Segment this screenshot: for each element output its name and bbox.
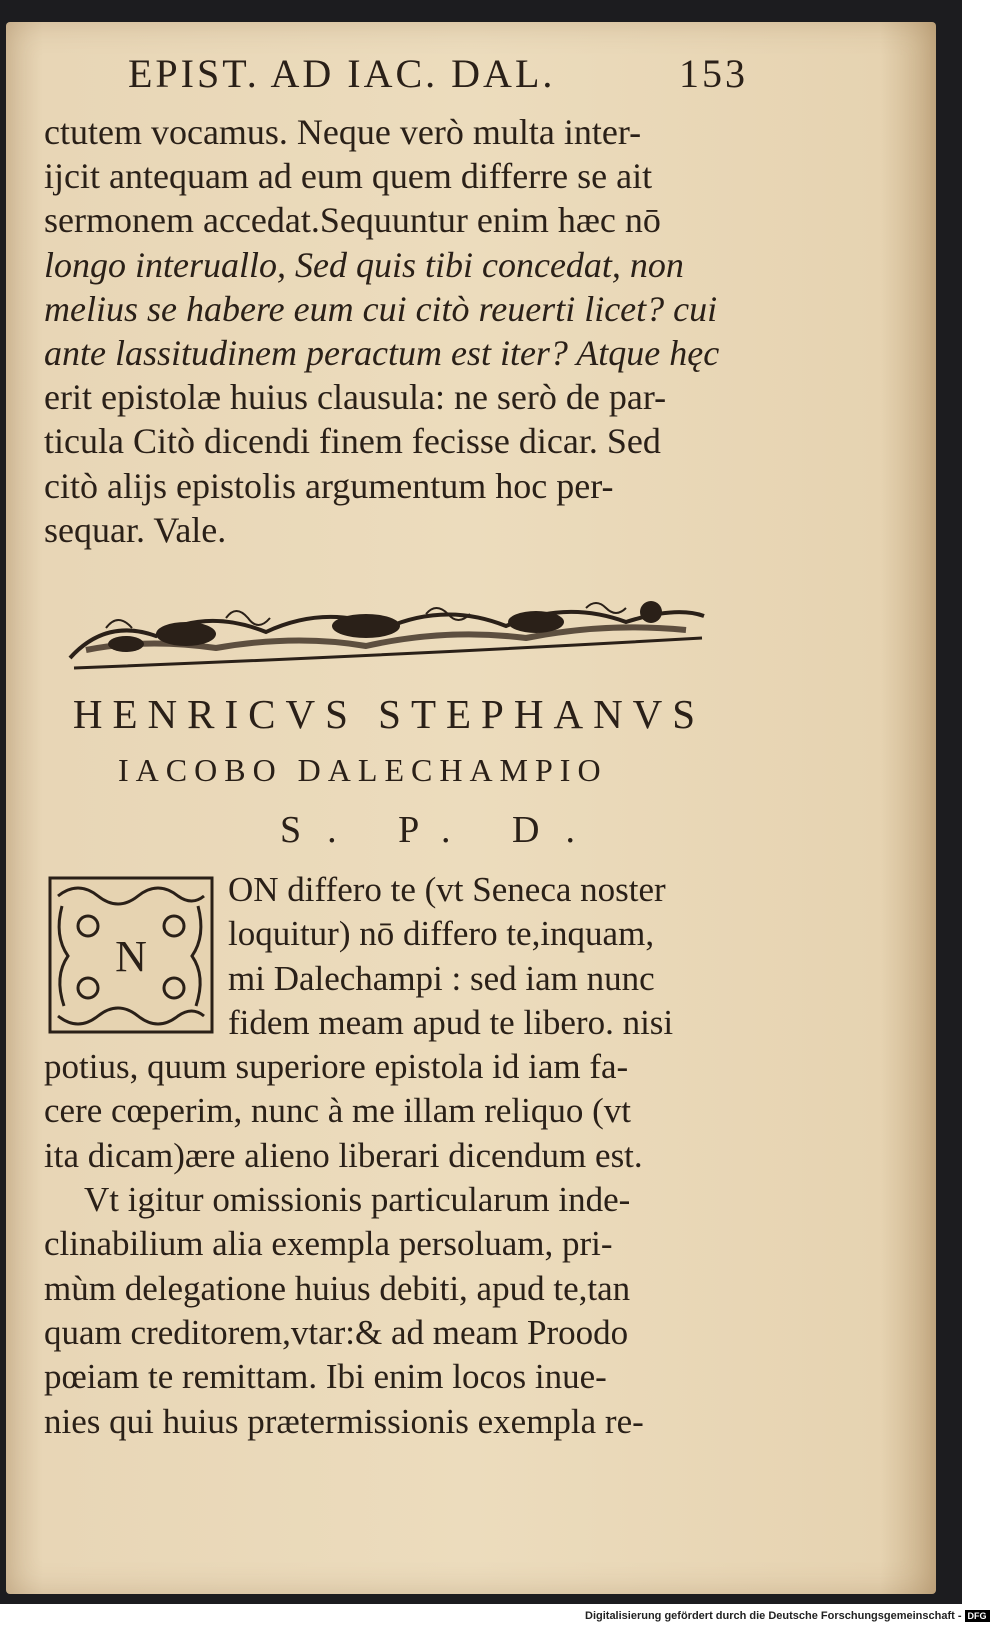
text-line: Vt igitur omissionis particularum inde- — [84, 1180, 631, 1220]
letter-title-main: HENRICVS STEPHANVS — [72, 691, 706, 737]
running-header — [128, 50, 748, 97]
text-line: melius se habere eum cui citò reuerti licet? cui — [44, 288, 718, 329]
text-line: longo interuallo, Sed quis tibi concedat, non — [44, 244, 684, 285]
text-line: mùm delegatione huius debiti, apud te,tan — [44, 1268, 631, 1308]
text-line: ijcit antequam ad eum quem differre se ait — [44, 156, 653, 197]
initial-letter: N — [115, 932, 147, 981]
letter-title-sub: IACOBO DALECHAMPIO — [118, 752, 608, 788]
text-line: ante lassitudinem peractum est iter? Atque hęc — [44, 333, 720, 374]
text-line: sequar. Vale. — [44, 509, 227, 550]
text-line: citò alijs epistolis argumentum hoc per- — [44, 465, 614, 506]
text-line: sermonem accedat.Sequuntur enim hæc nō — [44, 200, 661, 241]
text-line: cere cœperim, nunc à me illam reliquo (vt — [44, 1091, 631, 1131]
letter-body — [44, 868, 744, 1444]
digitization-credit — [585, 1610, 995, 1622]
decorative-headpiece-ornament — [66, 598, 708, 676]
text-line: ita dicam)ære alieno liberari dicendum est. — [44, 1135, 643, 1175]
text-line: fidem meam apud te libero. nisi — [228, 1002, 674, 1042]
credit-text: Digitalisierung gefördert durch die Deutsche Forschungsgemeinschaft - — [585, 1610, 962, 1622]
text-line: ctutem vocamus. Neque verò multa inter- — [44, 112, 642, 152]
page-number: 153 — [679, 51, 748, 96]
text-line: loquitur) nō differo te,inquam, — [228, 914, 655, 954]
top-text-block — [44, 110, 744, 552]
text-line: quam creditorem,vtar:& ad meam Proodo — [44, 1312, 629, 1352]
text-line: erit epistolæ huius clausula: ne serò de par- — [44, 377, 667, 418]
text-line: mi Dalechampi : sed iam nunc — [228, 958, 655, 998]
text-line: pœiam te remittam. Ibi enim locos inue- — [44, 1357, 607, 1397]
text-line: potius, quum superiore epistola id iam fa- — [44, 1047, 629, 1087]
dfg-logo: DFG — [965, 1610, 990, 1622]
running-title: EPIST. AD IAC. DAL. — [128, 51, 556, 96]
text-line: clinabilium alia exempla persoluam, pri- — [44, 1224, 613, 1264]
letter-greeting: S. P. D. — [280, 809, 601, 851]
text-line: nies qui huius prætermissionis exempla re- — [44, 1401, 644, 1441]
text-line: ON differo te (vt Seneca noster — [228, 870, 666, 909]
text-line: ticula Citò dicendi finem fecisse dicar. Sed — [44, 421, 661, 462]
